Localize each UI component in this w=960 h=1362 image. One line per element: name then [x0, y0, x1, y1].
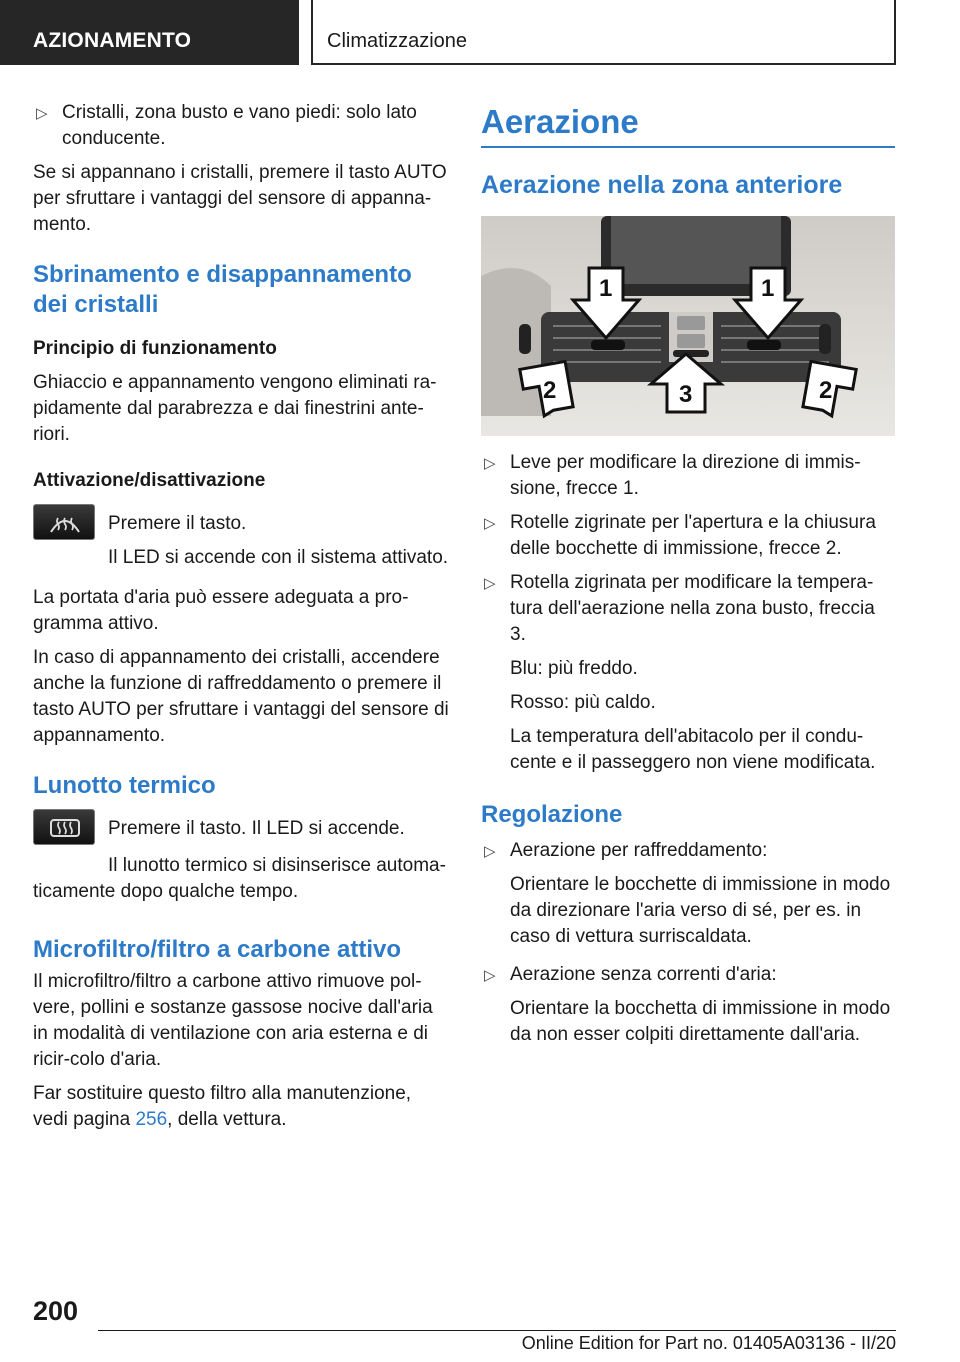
left-column	[33, 100, 451, 1141]
section-tab: AZIONAMENTO	[0, 0, 299, 65]
figure-label: 2	[543, 377, 557, 404]
section-heading-rear-defrost: Lunotto termico	[33, 772, 216, 799]
paragraph: Il lunotto termico si disinserisce automa‐ticamente dopo qualche tempo.	[33, 855, 446, 902]
dashboard-vents-illustration	[481, 216, 895, 436]
press-key-text: Premere il tasto.	[108, 513, 247, 534]
page-link[interactable]: 256	[135, 1109, 168, 1130]
paragraph: In caso di appannamento dei cristalli, accendere anche la funzione di raffreddamento o premere il tasto AUTO per sfruttare i vantaggi del sensore di appannamento.	[33, 647, 449, 746]
page-number: 200	[33, 1296, 79, 1326]
paragraph: Ghiaccio e appannamento vengono eliminati ra‐pidamente dal parabrezza e dai finestrini ante‐riori.	[33, 372, 437, 445]
triangle-right-icon: ▷	[484, 843, 496, 860]
windshield-defrost-icon	[33, 504, 95, 540]
figure-label: 3	[679, 381, 693, 408]
list-item: ▷ Aerazione senza correnti d'aria:	[481, 962, 895, 988]
list-detail: Blu: più freddo.	[510, 658, 638, 679]
triangle-right-icon: ▷	[36, 105, 48, 122]
paragraph: Far sostituire questo filtro alla manutenzione, vedi pagina 256, della vettura.	[33, 1083, 412, 1130]
section-heading-defrost: Sbrinamento e disappannamento dei cristalli	[33, 261, 412, 318]
figure-label: 1	[761, 275, 775, 302]
list-item: ▷ Cristalli, zona busto e vano piedi: solo lato conducente.	[36, 102, 417, 149]
figure-label: 2	[819, 377, 833, 404]
list-item: ▷ Leve per modificare la direzione di immis‐sione, frecce 1.	[484, 452, 861, 499]
paragraph: Il microfiltro/filtro a carbone attivo rimuove pol‐vere, pollini e sostanze gassose nocive dall'aria in modalità di ventilazione con aria esterna e di ricir‐colo d'aria.	[33, 971, 433, 1070]
list-detail: Rosso: più caldo.	[510, 692, 656, 713]
chapter-title: Climatizzazione	[311, 0, 896, 65]
rear-defrost-instruction	[33, 807, 451, 847]
triangle-right-icon: ▷	[484, 455, 496, 472]
subheading-activation: Attivazione/disattivazione	[33, 470, 266, 491]
list-item: ▷ Rotelle zigrinate per l'apertura e la chiusura delle bocchette di immissione, frecce 2.	[484, 512, 876, 559]
paragraph: La portata d'aria può essere adeguata a pro‐gramma attivo.	[33, 587, 409, 634]
paragraph: Se si appannano i cristalli, premere il tasto AUTO per sfruttare i vantaggi del sensore di appanna‐mento.	[33, 162, 447, 235]
footer-rule	[98, 1330, 896, 1331]
list-item: ▷ Rotella zigrinata per modificare la tempera‐tura dell'aerazione nella zona busto, freccia 3.	[484, 572, 875, 645]
list-detail: Orientare la bocchetta di immissione in modo da non esser colpiti direttamente dall'aria.	[510, 998, 891, 1045]
page-header	[0, 0, 960, 66]
vent-figure	[481, 216, 895, 436]
rear-window-defrost-icon	[33, 809, 95, 845]
section-heading-front-vent: Aerazione nella zona anteriore	[481, 171, 843, 199]
figure-label: 1	[599, 275, 613, 302]
subheading-principle: Principio di funzionamento	[33, 338, 277, 359]
page-title: Aerazione	[481, 103, 639, 140]
edition-note: Online Edition for Part no. 01405A03136 - II/20	[521, 1333, 896, 1353]
led-text: Il LED si accende con il sistema attivato.	[108, 547, 449, 568]
list-item: ▷ Aerazione per raffreddamento:	[481, 838, 895, 864]
triangle-right-icon: ▷	[484, 967, 496, 984]
triangle-right-icon: ▷	[484, 575, 496, 592]
title-rule	[481, 146, 895, 148]
list-detail: Orientare le bocchette di immissione in modo da direzionare l'aria verso di sé, per es. in caso di vettura surriscaldata.	[510, 874, 891, 947]
defrost-instruction	[33, 502, 451, 571]
right-column	[481, 100, 895, 1048]
rear-press-text: Premere il tasto. Il LED si accende.	[108, 818, 405, 839]
triangle-right-icon: ▷	[484, 515, 496, 532]
section-heading-filter: Microfiltro/filtro a carbone attivo	[33, 936, 402, 963]
list-detail: La temperatura dell'abitacolo per il condu‐cente e il passeggero non viene modificata.	[510, 726, 876, 773]
section-heading-regulation: Regolazione	[481, 801, 623, 828]
